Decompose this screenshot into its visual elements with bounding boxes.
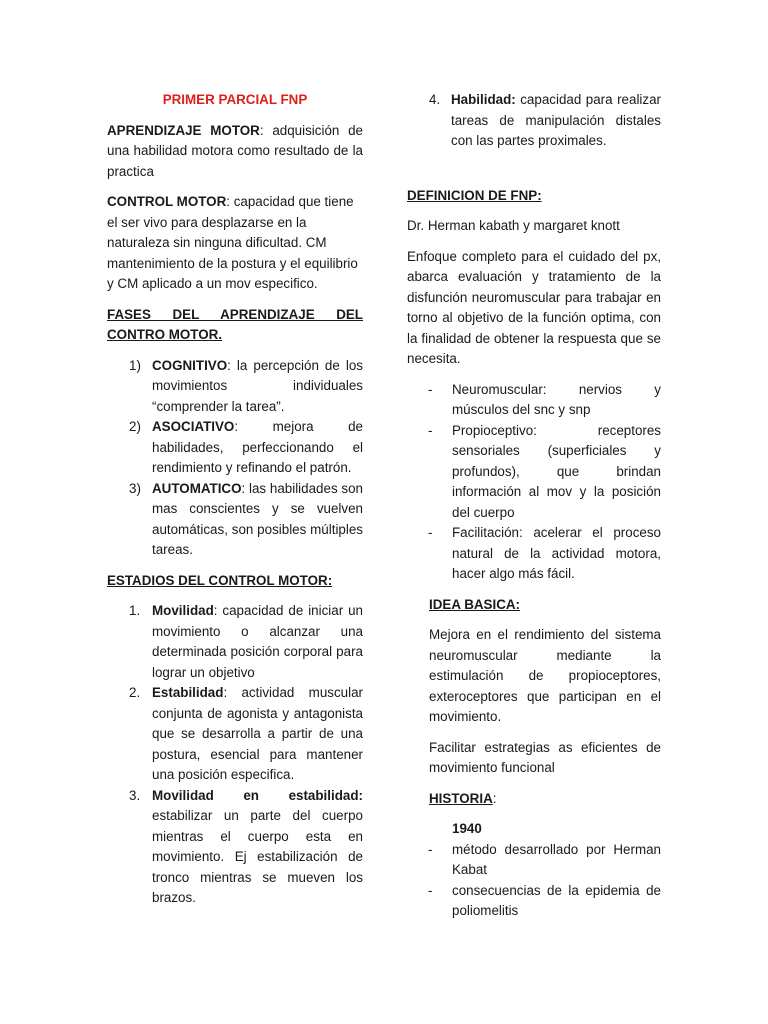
estadio-term: Movilidad en estabilidad: bbox=[152, 787, 363, 803]
definicion-heading: DEFINICION DE FNP: bbox=[407, 187, 542, 203]
fases-heading: FASES DEL APRENDIZAJE DEL CONTRO MOTOR. bbox=[107, 306, 363, 342]
dash-marker: - bbox=[428, 381, 433, 397]
estadio-item bbox=[107, 786, 363, 909]
dash-marker: - bbox=[428, 422, 433, 438]
list-item-text: método desarrollado por Herman Kabat bbox=[452, 841, 661, 877]
fase-text: : la percepción de los movimientos individuales “comprender la tarea”. bbox=[152, 357, 363, 414]
fase-text: : las habilidades son mas conscientes y se vuelven automáticas, son posibles múltiples tareas. bbox=[152, 480, 363, 557]
aprendizaje-text: : adquisición de una habilidad motora como resultado de la practica bbox=[107, 122, 363, 179]
historia-colon: : bbox=[492, 790, 497, 806]
left-column bbox=[107, 90, 363, 919]
fase-item bbox=[107, 356, 363, 418]
fases-list bbox=[107, 356, 363, 561]
control-term: CONTROL MOTOR bbox=[107, 194, 227, 209]
list-item bbox=[407, 380, 661, 421]
dash-marker: - bbox=[428, 882, 433, 898]
historia-heading-line bbox=[407, 789, 661, 810]
aprendizaje-term: APRENDIZAJE MOTOR bbox=[107, 122, 260, 138]
estadio-number: 2. bbox=[129, 685, 141, 700]
estadio-text: : capacidad de iniciar un movimiento o alcanzar una determinada posición corporal para lograr un objetivo bbox=[152, 603, 363, 680]
fase-number: 1) bbox=[129, 357, 141, 373]
fase-term: AUTOMATICO bbox=[152, 480, 242, 496]
list-item bbox=[407, 523, 661, 585]
estadios-heading: ESTADIOS DEL CONTROL MOTOR: bbox=[107, 572, 333, 588]
estadio-text: : actividad muscular conjunta de agonista y antagonista que se desarrolla a partir de una postura, esencial para mantener una posición especifica. bbox=[152, 685, 363, 782]
list-item bbox=[407, 881, 661, 922]
estadio-item bbox=[107, 601, 363, 683]
fase-number: 2) bbox=[129, 419, 141, 434]
estadio-text: capacidad para realizar tareas de manipulación distales con las partes proximales. bbox=[451, 92, 661, 148]
fase-term: ASOCIATIVO bbox=[152, 419, 235, 434]
list-item-text: Facilitación: acelerar el proceso natural de la actividad motora, hacer algo más fácil. bbox=[452, 525, 661, 581]
fase-number: 3) bbox=[129, 480, 141, 496]
list-item-text: Propioceptivo: receptores sensoriales (superficiales y profundos), que brindan información al mov y la posición del cuerpo bbox=[452, 422, 661, 520]
right-column bbox=[407, 90, 661, 932]
fnp-components-list bbox=[407, 380, 661, 585]
aprendizaje-paragraph bbox=[107, 121, 363, 183]
estadio-term: Movilidad bbox=[152, 603, 214, 618]
control-text: : capacidad que tiene el ser vivo para desplazarse en la naturaleza sin ninguna dificultad. CM mantenimiento de la postura y el equilibrio y CM aplicado a un mov especifico. bbox=[107, 194, 358, 291]
estadio-item bbox=[107, 683, 363, 786]
estadio-term: Estabilidad bbox=[152, 685, 224, 700]
list-item-text: consecuencias de la epidemia de poliomelitis bbox=[452, 882, 661, 918]
fase-item bbox=[107, 417, 363, 479]
facilitar-paragraph: Facilitar estrategias as eficientes de movimiento funcional bbox=[429, 739, 661, 775]
estadio-number: 4. bbox=[429, 92, 441, 107]
idea-heading: IDEA BASICA: bbox=[429, 596, 521, 612]
historia-heading: HISTORIA bbox=[429, 790, 493, 806]
fase-text: : mejora de habilidades, perfeccionando el rendimiento y refinando el patrón. bbox=[152, 419, 363, 475]
historia-year: 1940 bbox=[452, 821, 482, 836]
estadio-text: estabilizar un parte del cuerpo mientras el cuerpo esta en movimiento. Ej estabilización de tronco mientras se mueven los brazos. bbox=[152, 808, 363, 905]
document-title: PRIMER PARCIAL FNP bbox=[162, 92, 308, 107]
habilidad-list bbox=[407, 90, 661, 152]
historia-list bbox=[407, 840, 661, 922]
estadio-term: Habilidad: bbox=[451, 92, 516, 107]
control-paragraph bbox=[107, 192, 363, 295]
estadio-number: 1. bbox=[129, 603, 141, 618]
autores-text: Dr. Herman kabath y margaret knott bbox=[407, 218, 620, 233]
dash-marker: - bbox=[428, 841, 433, 857]
estadio-item bbox=[407, 90, 661, 152]
list-item-text: Neuromuscular: nervios y músculos del snc y snp bbox=[452, 381, 661, 417]
idea-paragraph: Mejora en el rendimiento del sistema neuromuscular mediante la estimulación de propioceptores, exteroceptores que participan en el movimiento. bbox=[429, 627, 661, 724]
dash-marker: - bbox=[428, 525, 433, 540]
list-item bbox=[407, 840, 661, 881]
list-item bbox=[407, 421, 661, 524]
fase-item bbox=[107, 479, 363, 561]
fase-term: COGNITIVO bbox=[152, 357, 228, 373]
estadio-number: 3. bbox=[129, 787, 141, 803]
enfoque-paragraph: Enfoque completo para el cuidado del px, abarca evaluación y tratamiento de la disfunción neuromuscular para trabajar en torno al objetivo de la función optima, con la finalidad de obtener la respuesta que se necesita. bbox=[407, 248, 661, 366]
estadios-list bbox=[107, 601, 363, 909]
